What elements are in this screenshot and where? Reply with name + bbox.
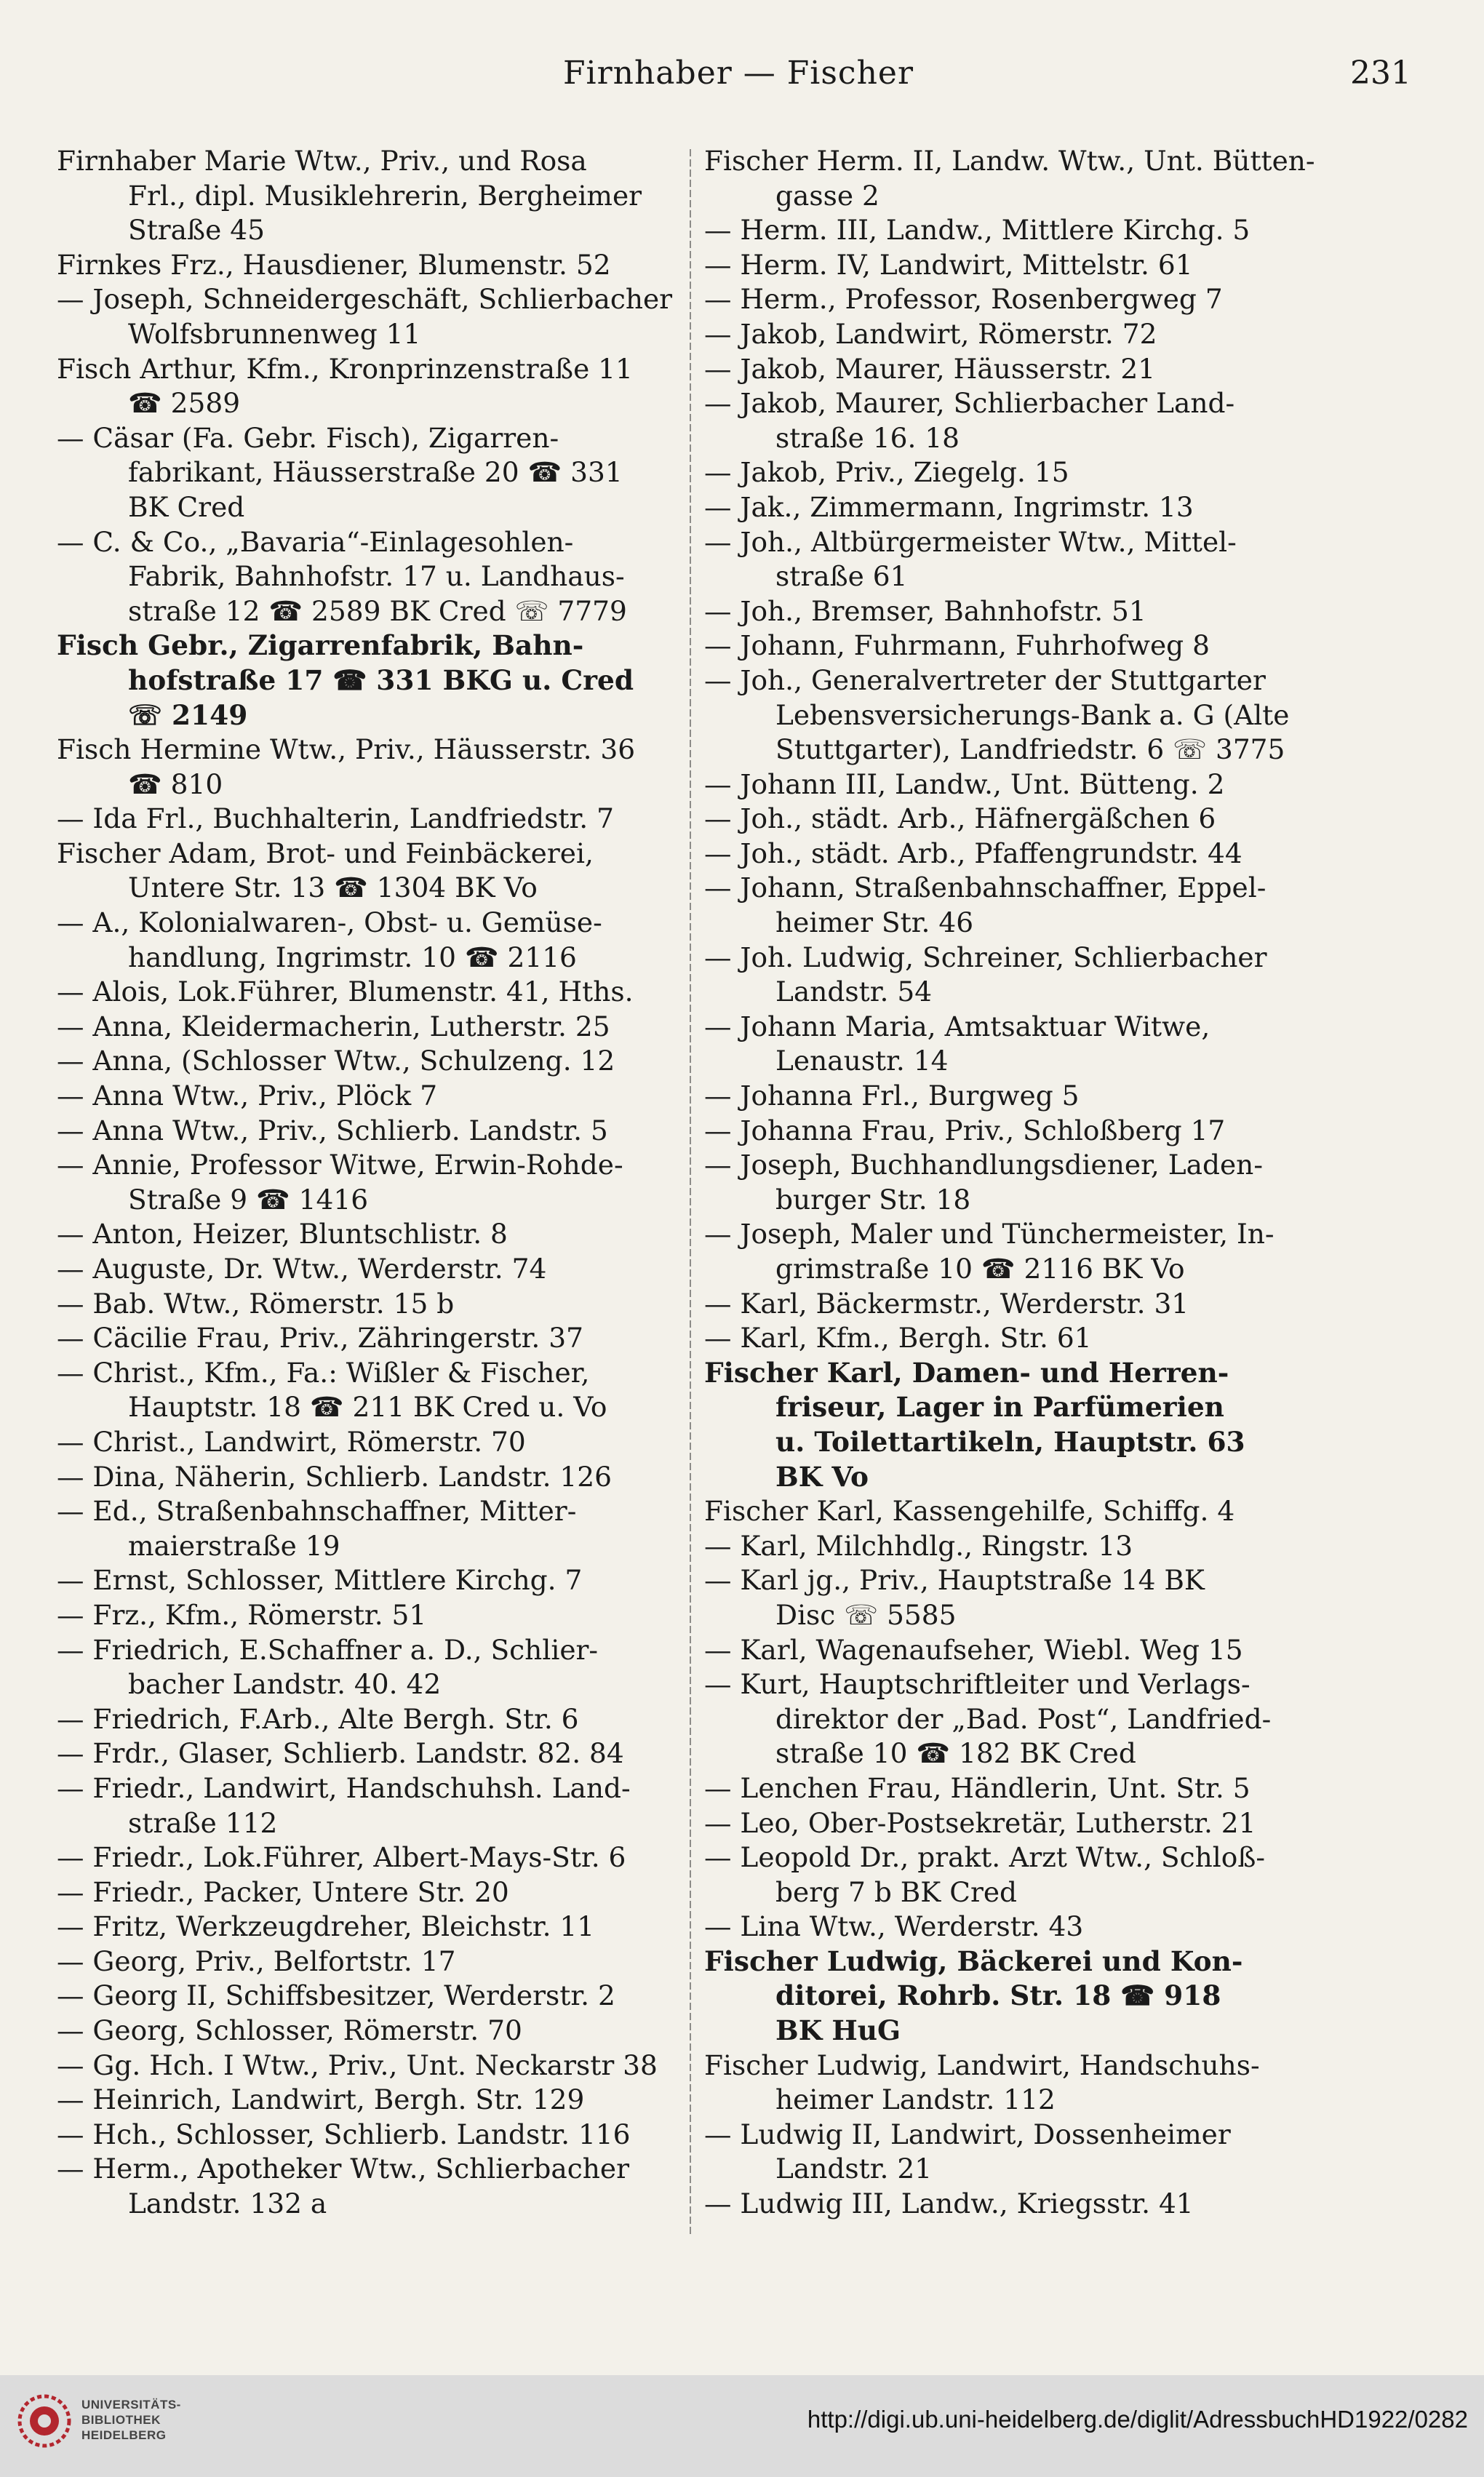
directory-entry: [57, 975, 690, 1010]
university-seal-icon: [16, 2393, 73, 2449]
entry-line: — Friedrich, F.Arb., Alte Bergh. Str. 6: [57, 1702, 579, 1735]
directory-entry: [704, 1529, 1330, 1564]
directory-entry: [704, 282, 1330, 317]
directory-entry: [57, 1875, 690, 1910]
entry-continuation-line: BK HuG: [775, 2014, 901, 2047]
column-divider: [690, 149, 691, 2237]
entry-continuation-line: gasse 2: [775, 179, 879, 212]
entry-line: — Auguste, Dr. Wtw., Werderstr. 74: [57, 1253, 547, 1285]
directory-entry: [704, 352, 1330, 387]
entry-line: — Leopold Dr., prakt. Arzt Wtw., Schloß-: [704, 1841, 1266, 1874]
entry-line: — Johann, Straßenbahnschaffner, Eppel-: [704, 871, 1266, 904]
directory-entry: [57, 1702, 690, 1737]
entry-line: — Annie, Professor Witwe, Erwin-Rohde-: [57, 1149, 623, 1181]
entry-continuation-line: Straße 9 ☎ 1416: [128, 1183, 369, 1216]
directory-entry: [704, 629, 1330, 663]
entry-continuation-line: Wolfsbrunnenweg 11: [128, 317, 421, 350]
directory-entry: [704, 1321, 1330, 1356]
directory-entry: [57, 2118, 690, 2153]
directory-entry: [704, 248, 1330, 283]
directory-entry: [57, 2014, 690, 2049]
directory-entry: [704, 767, 1330, 802]
entry-line: — Karl, Bäckermstr., Werderstr. 31: [704, 1287, 1189, 1320]
entry-line: — Anna Wtw., Priv., Plöck 7: [57, 1080, 438, 1112]
entry-continuation-line: Landstr. 54: [775, 976, 933, 1008]
directory-entry: [704, 2118, 1330, 2187]
directory-entry: [704, 1633, 1330, 1668]
entry-line: — Jakob, Maurer, Schlierbacher Land-: [704, 387, 1235, 420]
entry-continuation-line: burger Str. 18: [775, 1183, 971, 1216]
directory-entry: [704, 1944, 1330, 2049]
entry-line: — Herm. IV, Landwirt, Mittelstr. 61: [704, 248, 1193, 281]
directory-entry: [704, 1494, 1330, 1529]
logo-line: HEIDELBERG: [81, 2428, 167, 2442]
directory-entry: [57, 2152, 690, 2221]
entry-line: — Ernst, Schlosser, Mittlere Kirchg. 7: [57, 1564, 583, 1597]
entry-continuation-line: BK Cred: [128, 490, 245, 523]
directory-entry: [57, 906, 690, 975]
entry-continuation-line: straße 112: [128, 1806, 278, 1839]
logo-line: BIBLIOTHEK: [81, 2413, 161, 2427]
entry-line: — Ed., Straßenbahnschaffner, Mitter-: [57, 1495, 577, 1528]
directory-entry: [704, 525, 1330, 594]
entry-continuation-line: u. Toilettartikeln, Hauptstr. 63: [775, 1425, 1245, 1458]
right-column: [704, 144, 1330, 2222]
directory-entry: [57, 352, 690, 421]
source-url-link[interactable]: http://digi.ub.uni-heidelberg.de/diglit/AdressbuchHD1922/0282: [807, 2406, 1468, 2433]
entry-continuation-line: heimer Landstr. 112: [775, 2083, 1056, 2116]
entry-continuation-line: handlung, Ingrimstr. 10 ☎ 2116: [128, 941, 577, 973]
entry-line: — Cäcilie Frau, Priv., Zähringerstr. 37: [57, 1322, 583, 1355]
directory-entry: [57, 629, 690, 733]
directory-entry: [704, 1287, 1330, 1322]
entry-line: — Joh. Ludwig, Schreiner, Schlierbacher: [704, 941, 1267, 973]
entry-line: — Friedr., Packer, Untere Str. 20: [57, 1875, 509, 1908]
directory-entry: [704, 1806, 1330, 1841]
entry-continuation-line: ☏ 2149: [128, 698, 248, 731]
entry-continuation-line: straße 16. 18: [775, 421, 960, 454]
entry-line: — Georg, Priv., Belfortstr. 17: [57, 1944, 456, 1977]
directory-entry: [704, 2187, 1330, 2222]
entry-line: — Johanna Frl., Burgweg 5: [704, 1080, 1080, 1112]
directory-entry: [704, 1563, 1330, 1632]
directory-entry: [57, 1563, 690, 1598]
entry-line: — Ludwig II, Landwirt, Dossenheimer: [704, 2118, 1231, 2150]
entry-continuation-line: grimstraße 10 ☎ 2116 BK Vo: [775, 1253, 1185, 1285]
entry-line: — Johann III, Landw., Unt. Bütteng. 2: [704, 767, 1225, 800]
directory-entry: [57, 1460, 690, 1495]
directory-entry: [704, 1148, 1330, 1217]
entry-line: — Gg. Hch. I Wtw., Priv., Unt. Neckarstr 38: [57, 2049, 658, 2081]
directory-entry: [57, 1079, 690, 1114]
directory-entry: [57, 1044, 690, 1079]
directory-entry: [57, 1114, 690, 1149]
entry-line: — Herm., Professor, Rosenbergweg 7: [704, 283, 1223, 316]
entry-line: — Christ., Landwirt, Römerstr. 70: [57, 1425, 526, 1458]
entry-line: — Leo, Ober-Postsekretär, Lutherstr. 21: [704, 1806, 1256, 1839]
entry-line: — Karl jg., Priv., Hauptstraße 14 BK: [704, 1564, 1205, 1597]
entry-line: — Christ., Kfm., Fa.: Wißler & Fischer,: [57, 1356, 590, 1389]
directory-entry: [704, 871, 1330, 940]
entry-line: — Frdr., Glaser, Schlierb. Landstr. 82. 84: [57, 1737, 624, 1770]
entry-continuation-line: straße 10 ☎ 182 BK Cred: [775, 1737, 1136, 1770]
entry-line: — Alois, Lok.Führer, Blumenstr. 41, Hths.: [57, 976, 634, 1008]
entry-line: Firnkes Frz., Hausdiener, Blumenstr. 52: [57, 248, 611, 281]
entry-continuation-line: ditorei, Rohrb. Str. 18 ☎ 918: [775, 1979, 1221, 2012]
footer-bar: [0, 2375, 1484, 2477]
entry-line: — Herm. III, Landw., Mittlere Kirchg. 5: [704, 214, 1250, 247]
directory-entry: [704, 144, 1330, 213]
entry-line: — Joh., städt. Arb., Häfnergäßchen 6: [704, 802, 1216, 835]
directory-entry: [57, 144, 690, 248]
entry-line: — Herm., Apotheker Wtw., Schlierbacher: [57, 2153, 630, 2185]
directory-entry: [704, 1667, 1330, 1771]
entry-line: — Jakob, Landwirt, Römerstr. 72: [704, 317, 1157, 350]
entry-continuation-line: BK Vo: [775, 1460, 869, 1493]
directory-entry: [704, 1114, 1330, 1149]
directory-entry: [704, 941, 1330, 1010]
entry-continuation-line: hofstraße 17 ☎ 331 BKG u. Cred: [128, 663, 634, 696]
entry-line: — Anna Wtw., Priv., Schlierb. Landstr. 5: [57, 1114, 608, 1146]
entry-line: — Georg II, Schiffsbesitzer, Werderstr. 2: [57, 1979, 615, 2012]
entry-line: Fischer Karl, Kassengehilfe, Schiffg. 4: [704, 1495, 1235, 1528]
entry-continuation-line: Landstr. 21: [775, 2153, 933, 2185]
directory-entry: [57, 1979, 690, 2014]
entry-continuation-line: heimer Str. 46: [775, 906, 974, 939]
entry-line: — Karl, Wagenaufseher, Wiebl. Weg 15: [704, 1633, 1243, 1666]
entry-line: — Karl, Milchhdlg., Ringstr. 13: [704, 1529, 1133, 1562]
entry-continuation-line: Untere Str. 13 ☎ 1304 BK Vo: [128, 871, 538, 904]
entry-line: — A., Kolonialwaren-, Obst- u. Gemüse-: [57, 906, 602, 939]
entry-line: — Johann, Fuhrmann, Fuhrhofweg 8: [704, 629, 1210, 662]
entry-line: — Frz., Kfm., Römerstr. 51: [57, 1598, 427, 1631]
directory-entry: [704, 1079, 1330, 1114]
directory-entry: [704, 317, 1330, 352]
directory-entry: [704, 455, 1330, 490]
entry-continuation-line: Frl., dipl. Musiklehrerin, Bergheimer: [128, 179, 642, 212]
entry-continuation-line: maierstraße 19: [128, 1529, 340, 1562]
entry-line: Fischer Herm. II, Landw. Wtw., Unt. Bütten-: [704, 145, 1315, 177]
entry-continuation-line: Lebensversicherungs-Bank a. G (Alte: [775, 698, 1290, 731]
entry-line: — Anton, Heizer, Bluntschlistr. 8: [57, 1218, 508, 1251]
entry-continuation-line: Lenaustr. 14: [775, 1045, 949, 1077]
directory-entry: [57, 1010, 690, 1045]
directory-entry: [57, 1494, 690, 1563]
entry-continuation-line: friseur, Lager in Parfümerien: [775, 1391, 1224, 1424]
directory-entry: [57, 1944, 690, 1979]
entry-continuation-line: ☎ 2589: [128, 387, 241, 420]
entry-line: — Johanna Frau, Priv., Schloßberg 17: [704, 1114, 1226, 1146]
directory-entry: [57, 248, 690, 283]
directory-entry: [57, 1356, 690, 1425]
directory-entry: [57, 525, 690, 629]
directory-entry: [704, 490, 1330, 525]
directory-entry: [57, 1217, 690, 1252]
directory-entry: [704, 213, 1330, 248]
directory-entry: [57, 1321, 690, 1356]
directory-entry: [57, 1736, 690, 1771]
entry-continuation-line: berg 7 b BK Cred: [775, 1875, 1018, 1908]
entry-line: — Johann Maria, Amtsaktuar Witwe,: [704, 1010, 1210, 1042]
entry-line: — Joh., Generalvertreter der Stuttgarter: [704, 663, 1266, 696]
entry-continuation-line: straße 12 ☎ 2589 BK Cred ☏ 7779: [128, 594, 627, 627]
directory-entry: [57, 1633, 690, 1702]
entry-line: — Joh., Altbürgermeister Wtw., Mittel-: [704, 525, 1237, 558]
entry-line: — Hch., Schlosser, Schlierb. Landstr. 116: [57, 2118, 631, 2150]
entry-continuation-line: Landstr. 132 a: [128, 2187, 327, 2220]
entry-line: — Jak., Zimmermann, Ingrimstr. 13: [704, 490, 1194, 523]
directory-entry: [704, 1771, 1330, 1806]
directory-entry: [57, 421, 690, 525]
entry-line: — Cäsar (Fa. Gebr. Fisch), Zigarren-: [57, 421, 559, 454]
entry-line: Fischer Karl, Damen- und Herren-: [704, 1356, 1229, 1389]
directory-entry: [704, 663, 1330, 767]
entry-line: — Kurt, Hauptschriftleiter und Verlags-: [704, 1668, 1250, 1701]
entry-line: — Bab. Wtw., Römerstr. 15 b: [57, 1287, 455, 1320]
directory-entry: [704, 1840, 1330, 1910]
directory-entry: [57, 1148, 690, 1217]
entry-line: — Anna, (Schlosser Wtw., Schulzeng. 12: [57, 1045, 615, 1077]
directory-entry: [57, 1425, 690, 1460]
entry-line: — Ludwig III, Landw., Kriegsstr. 41: [704, 2187, 1194, 2220]
entry-continuation-line: Hauptstr. 18 ☎ 211 BK Cred u. Vo: [128, 1391, 607, 1424]
entry-line: — Lina Wtw., Werderstr. 43: [704, 1910, 1084, 1943]
entry-continuation-line: bacher Landstr. 40. 42: [128, 1668, 442, 1701]
library-logo-text: [81, 2397, 181, 2443]
entry-line: — Fritz, Werkzeugdreher, Bleichstr. 11: [57, 1910, 595, 1943]
running-head: Firnhaber — Fischer: [563, 55, 914, 92]
left-column: [57, 144, 690, 2222]
entry-line: Fischer Ludwig, Bäckerei und Kon-: [704, 1944, 1243, 1977]
directory-entry: [57, 1598, 690, 1633]
entry-continuation-line: fabrikant, Häusserstraße 20 ☎ 331: [128, 456, 623, 489]
entry-line: Fischer Ludwig, Landwirt, Handschuhs-: [704, 2049, 1260, 2081]
directory-entry: [57, 1910, 690, 1944]
entry-line: — Friedr., Lok.Führer, Albert-Mays-Str. 6: [57, 1841, 626, 1874]
entry-continuation-line: straße 61: [775, 560, 908, 593]
directory-entry: [57, 733, 690, 802]
directory-entry: [57, 282, 690, 351]
entry-line: — Joseph, Schneidergeschäft, Schlierbacher: [57, 283, 673, 316]
logo-line: UNIVERSITÄTS-: [81, 2398, 181, 2412]
entry-line: — Dina, Näherin, Schlierb. Landstr. 126: [57, 1460, 613, 1493]
directory-entry: [704, 594, 1330, 629]
directory-entry: [704, 1217, 1330, 1286]
directory-entry: [704, 386, 1330, 455]
entry-line: — Jakob, Maurer, Häusserstr. 21: [704, 352, 1156, 385]
entry-line: — Joh., Bremser, Bahnhofstr. 51: [704, 594, 1146, 627]
entry-line: Fischer Adam, Brot- und Feinbäckerei,: [57, 837, 594, 869]
entry-line: — Georg, Schlosser, Römerstr. 70: [57, 2014, 522, 2047]
directory-entry: [704, 1910, 1330, 1944]
entry-line: — Friedrich, E.Schaffner a. D., Schlier-: [57, 1633, 599, 1666]
entry-continuation-line: Disc ☏ 5585: [775, 1598, 957, 1631]
directory-entry: [57, 2049, 690, 2083]
directory-entry: [57, 1287, 690, 1322]
directory-entry: [704, 802, 1330, 837]
entry-line: Fisch Hermine Wtw., Priv., Häusserstr. 36: [57, 733, 636, 766]
directory-entry: [57, 1252, 690, 1287]
entry-line: — Friedr., Landwirt, Handschuhsh. Land-: [57, 1771, 631, 1804]
entry-continuation-line: Fabrik, Bahnhofstr. 17 u. Landhaus-: [128, 560, 625, 593]
entry-line: — C. & Co., „Bavaria“-Einlagesohlen-: [57, 525, 574, 558]
page-number: 231: [1350, 55, 1411, 92]
entry-continuation-line: Straße 45: [128, 214, 265, 247]
entry-line: — Ida Frl., Buchhalterin, Landfriedstr. 7: [57, 802, 614, 835]
directory-entry: [57, 2083, 690, 2118]
entry-line: — Joseph, Maler und Tünchermeister, In-: [704, 1218, 1274, 1251]
entry-continuation-line: direktor der „Bad. Post“, Landfried-: [775, 1702, 1272, 1735]
entry-line: — Heinrich, Landwirt, Bergh. Str. 129: [57, 2083, 585, 2116]
entry-line: — Anna, Kleidermacherin, Lutherstr. 25: [57, 1010, 610, 1042]
directory-entry: [57, 1840, 690, 1875]
entry-line: — Lenchen Frau, Händlerin, Unt. Str. 5: [704, 1771, 1250, 1804]
entry-line: — Joseph, Buchhandlungsdiener, Laden-: [704, 1149, 1263, 1181]
entry-line: — Joh., städt. Arb., Pfaffengrundstr. 44: [704, 837, 1242, 869]
page-header: [65, 55, 1411, 105]
directory-entry: [57, 802, 690, 837]
entry-continuation-line: Stuttgarter), Landfriedstr. 6 ☏ 3775: [775, 733, 1285, 766]
directory-entry: [704, 1010, 1330, 1079]
directory-entry: [704, 837, 1330, 871]
directory-entry: [57, 1771, 690, 1840]
directory-entry: [704, 2049, 1330, 2118]
directory-entry: [704, 1356, 1330, 1494]
entry-line: Fisch Gebr., Zigarrenfabrik, Bahn-: [57, 629, 584, 662]
entry-line: Fisch Arthur, Kfm., Kronprinzenstraße 11: [57, 352, 633, 385]
entry-line: — Karl, Kfm., Bergh. Str. 61: [704, 1322, 1092, 1355]
entry-line: — Jakob, Priv., Ziegelg. 15: [704, 456, 1069, 489]
directory-entry: [57, 837, 690, 906]
entry-line: Firnhaber Marie Wtw., Priv., und Rosa: [57, 145, 587, 177]
entry-continuation-line: ☎ 810: [128, 767, 223, 800]
